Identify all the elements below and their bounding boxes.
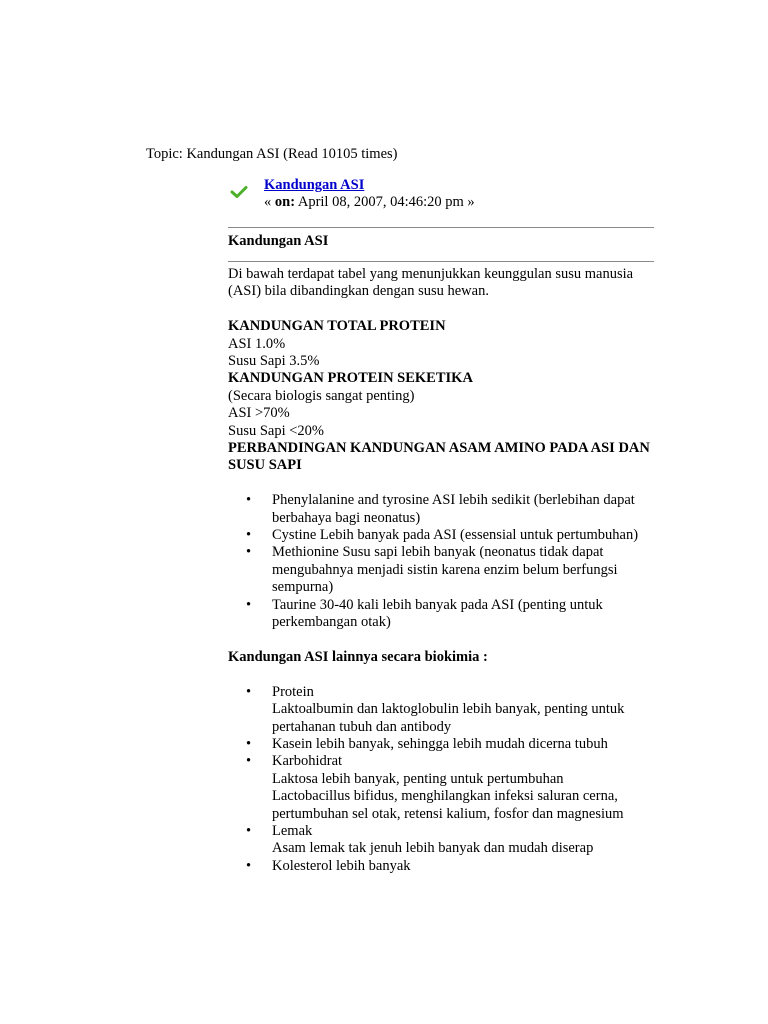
list-item: • Phenylalanine and tyrosine ASI lebih sedikit (berlebihan dapat berbahaya bagi neonatus) [246, 492, 635, 526]
post-subject: Kandungan ASI [228, 233, 329, 249]
list-item: • Lemak Asam lemak tak jenuh lebih banyak dan mudah diserap [246, 822, 594, 857]
biokimia-heading: Kandungan ASI lainnya secara biokimia : [228, 648, 488, 665]
date-value: April 08, 2007, 04:46:20 pm » [295, 194, 475, 210]
list-item: • Protein Laktoalbumin dan laktoglobulin lebih banyak, penting untuk pertahanan tubuh dan antibody [246, 683, 625, 735]
post-date [264, 194, 475, 211]
list-item: • Karbohidrat Laktosa lebih banyak, penting untuk pertumbuhan Lactobacillus bifidus, menghilangkan infeksi saluran cerna, pertumbuhan sel otak, retensi kalium, fosfor dan magnesium [246, 753, 624, 822]
list-item: • Kasein lebih banyak, sehingga lebih mudah dicerna tubuh [246, 735, 608, 752]
protein-seketika-asi: ASI >70% [228, 405, 290, 422]
protein-seketika-note: (Secara biologis sangat penting) [228, 387, 415, 404]
date-on-label: on: [274, 194, 296, 210]
total-protein-sapi: Susu Sapi 3.5% [228, 353, 320, 370]
list-item: • Cystine Lebih banyak pada ASI (essensial untuk pertumbuhan) [246, 527, 639, 544]
asam-amino-list [228, 492, 660, 631]
post-body [228, 266, 660, 875]
protein-seketika-heading: KANDUNGAN PROTEIN SEKETIKA [228, 370, 473, 387]
total-protein-asi: ASI 1.0% [228, 335, 286, 352]
topic-line: Topic: Kandungan ASI (Read 10105 times) [146, 146, 398, 162]
protein-seketika-sapi: Susu Sapi <20% [228, 422, 324, 439]
list-item: • Taurine 30-40 kali lebih banyak pada ASI (penting untuk perkembangan otak) [246, 596, 603, 631]
date-prefix: « [264, 194, 275, 210]
asam-amino-heading: PERBANDINGAN KANDUNGAN ASAM AMINO PADA ASI DAN SUSU SAPI [228, 440, 650, 474]
biokimia-list [228, 684, 660, 875]
list-item: • Methionine Susu sapi lebih banyak (neonatus tidak dapat mengubahnya menjadi sistin karena enzim belum berfungsi sempurna) [246, 544, 618, 596]
divider-top [228, 227, 654, 228]
post-header [228, 177, 658, 217]
list-item: • Kolesterol lebih banyak [246, 857, 411, 874]
total-protein-heading: KANDUNGAN TOTAL PROTEIN [228, 318, 446, 335]
divider-bottom [228, 261, 654, 262]
check-icon [230, 185, 248, 199]
intro-text: Di bawah terdapat tabel yang menunjukkan keunggulan susu manusia (ASI) bila dibandingkan dengan susu hewan. [228, 266, 634, 300]
post-title-link[interactable]: Kandungan ASI [264, 177, 365, 193]
